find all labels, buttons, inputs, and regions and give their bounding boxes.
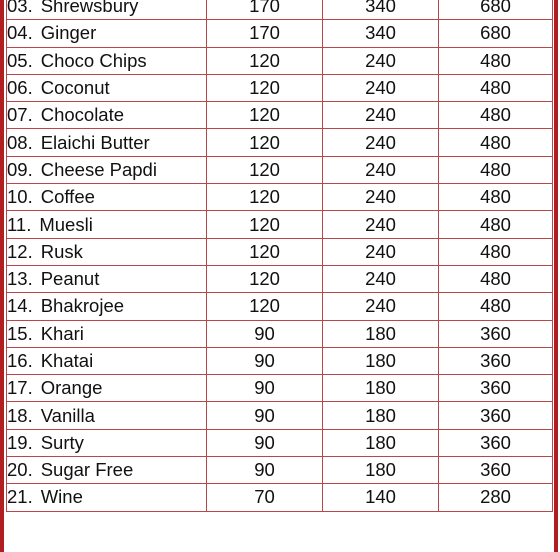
table-row — [7, 429, 553, 456]
price-cell-3: 480 — [439, 184, 553, 211]
item-name-cell — [7, 347, 207, 374]
price-cell-1: 120 — [207, 184, 323, 211]
item-name-cell — [7, 402, 207, 429]
item-name: Khatai — [40, 350, 94, 371]
item-name-cell — [7, 156, 207, 183]
table-row — [7, 211, 553, 238]
price-cell-2: 340 — [323, 20, 439, 47]
table-row — [7, 20, 553, 47]
item-name: Choco Chips — [40, 49, 147, 71]
item-name-cell — [7, 20, 207, 47]
item-name-cell — [7, 375, 207, 402]
item-number: 05. — [7, 49, 33, 71]
item-name: Wine — [40, 486, 83, 508]
price-cell-2: 240 — [323, 238, 439, 265]
price-cell-1: 120 — [207, 211, 323, 238]
table-row — [7, 457, 553, 484]
item-number: 20. — [7, 459, 33, 481]
item-name-cell — [7, 0, 207, 20]
price-cell-1: 90 — [207, 429, 323, 456]
item-name: Sugar Free — [40, 459, 134, 481]
item-name: Vanilla — [40, 404, 95, 426]
item-name: Shrewsbury — [40, 0, 139, 17]
table-body — [7, 0, 553, 511]
item-name-cell — [7, 211, 207, 238]
item-number: 12. — [7, 240, 33, 262]
price-cell-2: 240 — [323, 129, 439, 156]
price-cell-3: 360 — [439, 320, 553, 347]
item-name: Chocolate — [40, 104, 125, 126]
item-name-cell — [7, 238, 207, 265]
item-number: 18. — [7, 404, 33, 426]
table-row — [7, 347, 553, 374]
item-name-cell — [7, 293, 207, 320]
price-cell-3: 480 — [439, 265, 553, 292]
price-cell-3: 480 — [439, 102, 553, 129]
price-cell-2: 180 — [323, 457, 439, 484]
price-cell-2: 240 — [323, 102, 439, 129]
table-row — [7, 238, 553, 265]
table-row — [7, 402, 553, 429]
table-row — [7, 74, 553, 101]
price-cell-2: 180 — [323, 347, 439, 374]
table-row — [7, 0, 553, 20]
price-cell-1: 170 — [207, 0, 323, 20]
table-row — [7, 375, 553, 402]
table-row — [7, 129, 553, 156]
price-cell-3: 480 — [439, 47, 553, 74]
price-cell-1: 120 — [207, 102, 323, 129]
item-number: 10. — [7, 186, 33, 208]
price-cell-1: 90 — [207, 320, 323, 347]
item-name: Ginger — [40, 22, 97, 44]
table-row — [7, 320, 553, 347]
item-number: 06. — [7, 77, 33, 99]
price-table — [6, 0, 553, 512]
price-cell-3: 680 — [439, 20, 553, 47]
item-name-cell — [7, 457, 207, 484]
price-cell-2: 180 — [323, 320, 439, 347]
item-name-cell — [7, 484, 207, 511]
item-number: 13. — [7, 268, 33, 290]
price-cell-3: 480 — [439, 211, 553, 238]
price-cell-1: 90 — [207, 457, 323, 484]
price-cell-3: 360 — [439, 375, 553, 402]
table-row — [7, 293, 553, 320]
price-cell-1: 120 — [207, 293, 323, 320]
price-cell-3: 280 — [439, 484, 553, 511]
item-name: Coconut — [40, 77, 110, 99]
price-cell-1: 120 — [207, 47, 323, 74]
item-name-cell — [7, 184, 207, 211]
price-cell-3: 480 — [439, 293, 553, 320]
item-name-cell — [7, 47, 207, 74]
price-cell-2: 180 — [323, 429, 439, 456]
price-cell-1: 120 — [207, 265, 323, 292]
price-cell-2: 340 — [323, 0, 439, 20]
item-name: Coffee — [40, 186, 95, 208]
item-number: 17. — [7, 377, 33, 399]
price-cell-3: 480 — [439, 74, 553, 101]
item-name: Muesli — [39, 213, 93, 235]
item-number: 16. — [7, 350, 33, 371]
item-name: Orange — [40, 377, 103, 399]
item-number: 04. — [7, 22, 33, 44]
price-cell-2: 180 — [323, 375, 439, 402]
item-name: Khari — [40, 322, 84, 344]
price-cell-3: 480 — [439, 129, 553, 156]
table-row — [7, 102, 553, 129]
item-name-cell — [7, 74, 207, 101]
item-name-cell — [7, 429, 207, 456]
price-cell-2: 240 — [323, 293, 439, 320]
item-name-cell — [7, 320, 207, 347]
item-number: 07. — [7, 104, 33, 126]
table-row — [7, 265, 553, 292]
price-cell-3: 680 — [439, 0, 553, 20]
table-row — [7, 47, 553, 74]
price-cell-1: 90 — [207, 375, 323, 402]
price-cell-2: 240 — [323, 156, 439, 183]
item-number: 21. — [7, 486, 33, 508]
price-cell-1: 70 — [207, 484, 323, 511]
price-cell-1: 120 — [207, 129, 323, 156]
price-cell-1: 90 — [207, 347, 323, 374]
table-row — [7, 156, 553, 183]
price-cell-3: 480 — [439, 238, 553, 265]
item-name: Elaichi Butter — [40, 131, 150, 153]
price-cell-1: 90 — [207, 402, 323, 429]
item-name: Rusk — [40, 240, 83, 262]
item-number: 09. — [7, 158, 33, 180]
item-number: 14. — [7, 295, 33, 317]
price-cell-2: 240 — [323, 47, 439, 74]
price-cell-1: 120 — [207, 156, 323, 183]
price-cell-3: 480 — [439, 156, 553, 183]
price-cell-3: 360 — [439, 402, 553, 429]
table-row — [7, 184, 553, 211]
price-cell-1: 120 — [207, 74, 323, 101]
price-cell-3: 360 — [439, 457, 553, 484]
price-cell-3: 360 — [439, 429, 553, 456]
item-name: Cheese Papdi — [40, 158, 157, 180]
price-cell-2: 240 — [323, 184, 439, 211]
price-cell-3: 360 — [439, 347, 553, 374]
item-name: Bhakrojee — [40, 295, 125, 317]
price-cell-2: 240 — [323, 265, 439, 292]
item-number: 11. — [7, 213, 32, 235]
item-name-cell — [7, 129, 207, 156]
price-cell-1: 170 — [207, 20, 323, 47]
item-number: 15. — [7, 322, 33, 344]
price-cell-2: 240 — [323, 211, 439, 238]
table-row — [7, 484, 553, 511]
item-name-cell — [7, 265, 207, 292]
item-name: Surty — [40, 431, 84, 453]
item-number: 08. — [7, 131, 33, 153]
price-cell-1: 120 — [207, 238, 323, 265]
item-number: 19. — [7, 431, 33, 453]
item-number: 03. — [7, 0, 33, 17]
price-cell-2: 140 — [323, 484, 439, 511]
item-name: Peanut — [40, 268, 100, 290]
item-name-cell — [7, 102, 207, 129]
price-cell-2: 180 — [323, 402, 439, 429]
price-cell-2: 240 — [323, 74, 439, 101]
